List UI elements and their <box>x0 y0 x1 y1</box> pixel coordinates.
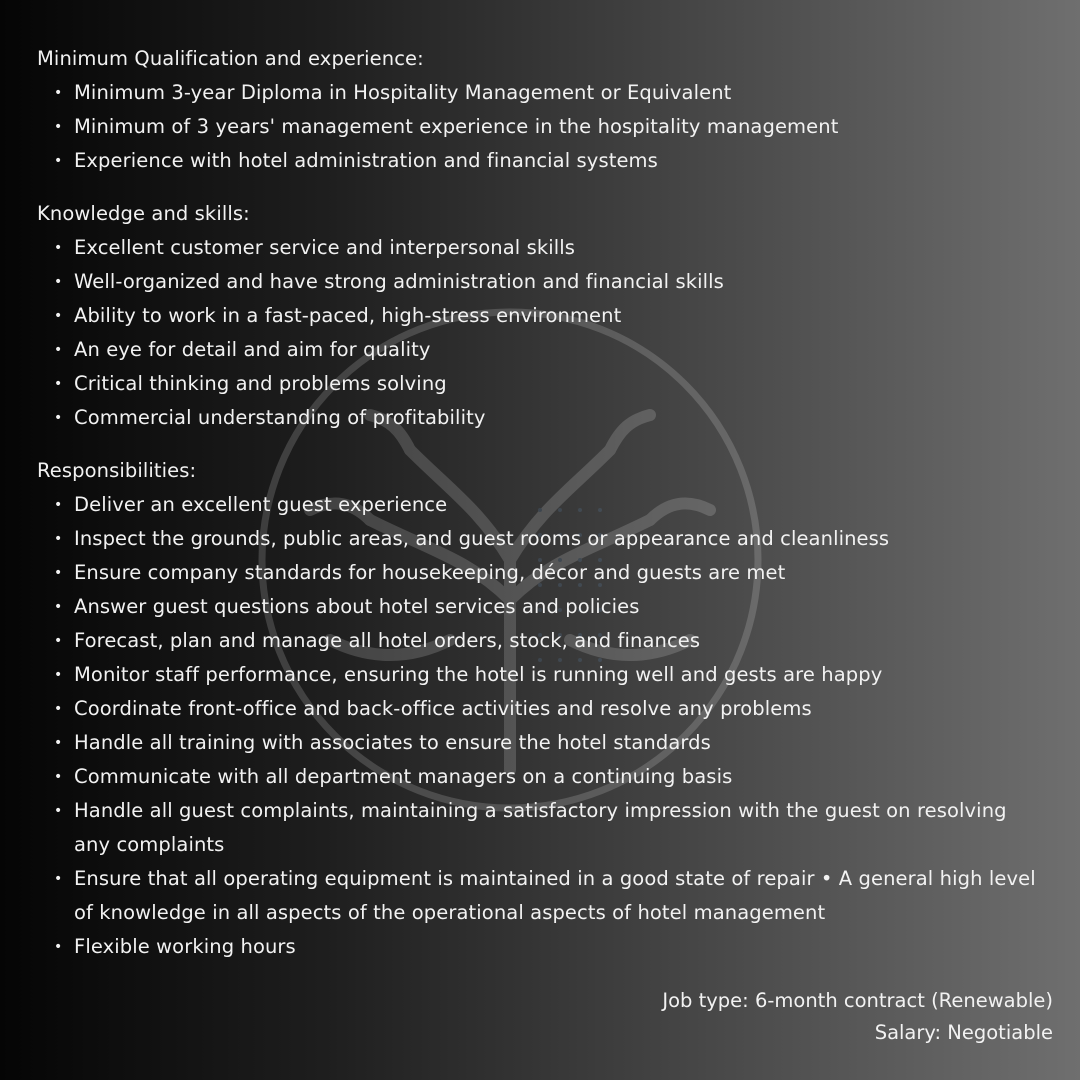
list-item-text: Answer guest questions about hotel services and policies <box>74 595 640 618</box>
list-item-text: Monitor staff performance, ensuring the hotel is running well and gests are happy <box>74 663 883 686</box>
list-item-text: Handle all training with associates to ensure the hotel standards <box>74 731 711 754</box>
bullet-icon: • <box>54 274 63 290</box>
section-title: Responsibilities: <box>37 459 197 482</box>
list-item <box>37 76 1047 110</box>
list-item <box>37 930 1047 964</box>
list-item-text: Communicate with all department managers on a continuing basis <box>74 765 733 788</box>
job-details <box>37 42 1047 983</box>
bullet-icon: • <box>54 85 63 101</box>
list-item-text: Commercial understanding of profitability <box>74 406 486 429</box>
bullet-icon: • <box>54 565 63 581</box>
bullet-icon: • <box>54 240 63 256</box>
list-item <box>37 590 1047 624</box>
bullet-icon: • <box>54 803 63 819</box>
list-item <box>37 794 1047 862</box>
list-item <box>37 862 1047 930</box>
section-title: Knowledge and skills: <box>37 202 250 225</box>
list-item <box>37 522 1047 556</box>
list-item <box>37 265 1047 299</box>
responsibilities-section <box>37 454 1047 964</box>
list-item <box>37 488 1047 522</box>
list-item <box>37 144 1047 178</box>
list-item-text: An eye for detail and aim for quality <box>74 338 431 361</box>
job-summary <box>662 985 1053 1049</box>
list-item <box>37 692 1047 726</box>
bullet-icon: • <box>54 667 63 683</box>
list-item-text: Minimum of 3 years' management experience in the hospitality management <box>74 115 839 138</box>
list-item-text: Handle all guest complaints, maintaining a satisfactory impression with the guest on resolving any complaints <box>74 799 1007 856</box>
list-item <box>37 624 1047 658</box>
qualifications-list <box>37 76 1047 178</box>
bullet-icon: • <box>54 633 63 649</box>
bullet-icon: • <box>54 939 63 955</box>
list-item-text: Deliver an excellent guest experience <box>74 493 448 516</box>
bullet-icon: • <box>54 376 63 392</box>
list-item <box>37 726 1047 760</box>
list-item-text: Excellent customer service and interpersonal skills <box>74 236 576 259</box>
section-title: Minimum Qualification and experience: <box>37 47 424 70</box>
bullet-icon: • <box>54 701 63 717</box>
list-item <box>37 367 1047 401</box>
bullet-icon: • <box>54 308 63 324</box>
list-item-text: Ensure that all operating equipment is maintained in a good state of repair • A general high level of knowledge in all aspects of the operational aspects of hotel management <box>74 867 1036 924</box>
bullet-icon: • <box>54 871 63 887</box>
list-item-text: Critical thinking and problems solving <box>74 372 447 395</box>
skills-section <box>37 197 1047 435</box>
qualifications-section <box>37 42 1047 178</box>
skills-list <box>37 231 1047 435</box>
salary-text: Salary: Negotiable <box>874 1021 1053 1044</box>
bullet-icon: • <box>54 342 63 358</box>
list-item-text: Minimum 3-year Diploma in Hospitality Management or Equivalent <box>74 81 732 104</box>
bullet-icon: • <box>54 119 63 135</box>
job-type-text: Job type: 6-month contract (Renewable) <box>662 989 1053 1012</box>
list-item-text: Experience with hotel administration and financial systems <box>74 149 658 172</box>
list-item-text: Flexible working hours <box>74 935 296 958</box>
bullet-icon: • <box>54 153 63 169</box>
list-item <box>37 299 1047 333</box>
bullet-icon: • <box>54 735 63 751</box>
list-item <box>37 110 1047 144</box>
bullet-icon: • <box>54 497 63 513</box>
list-item-text: Forecast, plan and manage all hotel orders, stock, and finances <box>74 629 701 652</box>
list-item-text: Ability to work in a fast-paced, high-stress environment <box>74 304 622 327</box>
list-item <box>37 333 1047 367</box>
list-item-text: Well-organized and have strong administration and financial skills <box>74 270 724 293</box>
list-item-text: Ensure company standards for housekeeping, décor and guests are met <box>74 561 786 584</box>
list-item <box>37 658 1047 692</box>
bullet-icon: • <box>54 410 63 426</box>
list-item-text: Coordinate front-office and back-office activities and resolve any problems <box>74 697 812 720</box>
bullet-icon: • <box>54 769 63 785</box>
list-item <box>37 231 1047 265</box>
list-item <box>37 556 1047 590</box>
bullet-icon: • <box>54 599 63 615</box>
list-item <box>37 760 1047 794</box>
bullet-icon: • <box>54 531 63 547</box>
responsibilities-list <box>37 488 1047 964</box>
list-item <box>37 401 1047 435</box>
list-item-text: Inspect the grounds, public areas, and guest rooms or appearance and cleanliness <box>74 527 890 550</box>
